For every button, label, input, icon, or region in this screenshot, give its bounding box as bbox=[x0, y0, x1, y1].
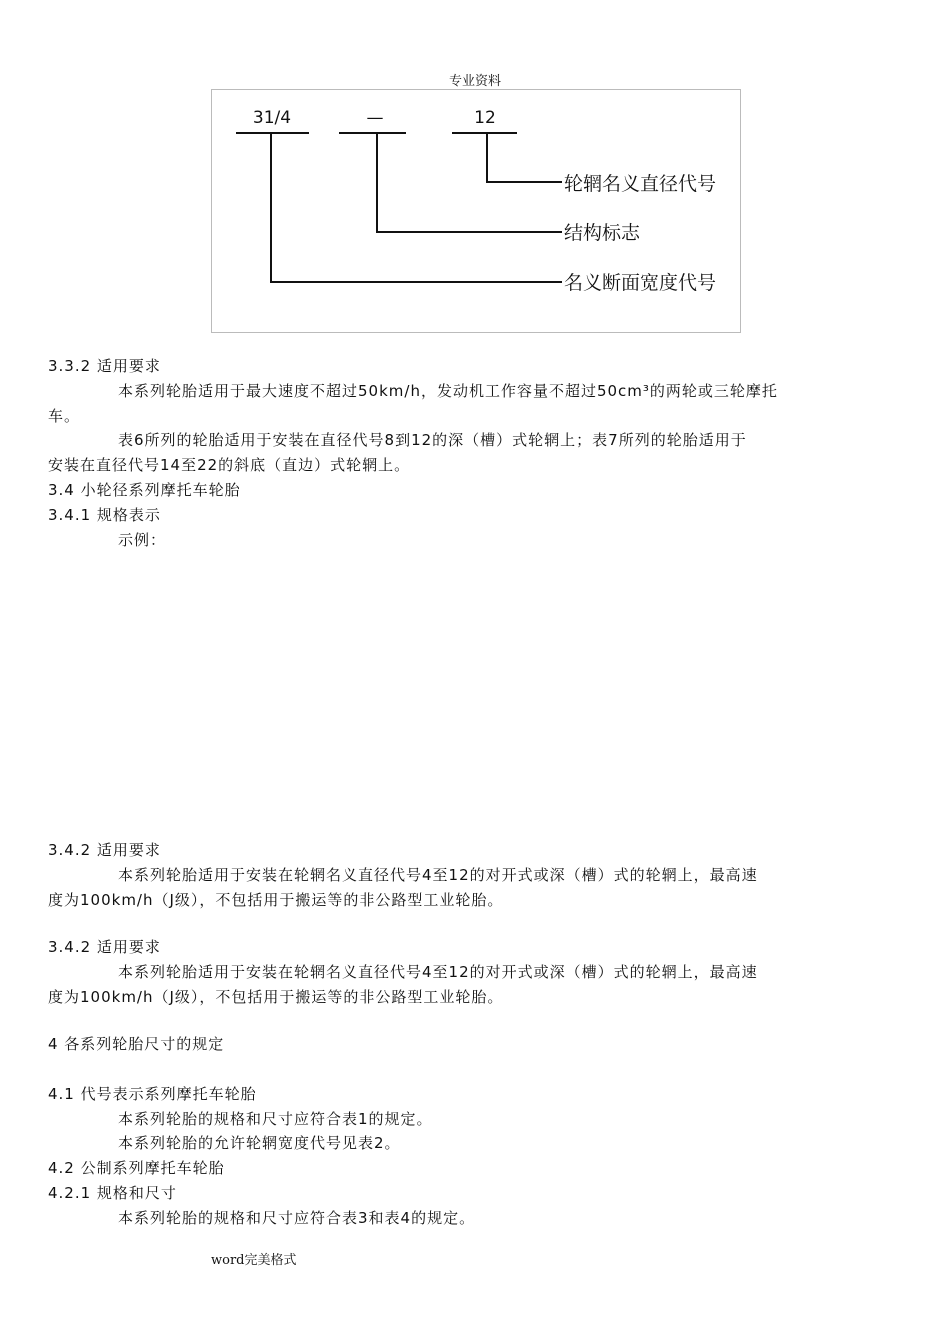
heading-3-4-1: 3.4.1 规格表示 bbox=[48, 506, 161, 524]
heading-4-2-1: 4.2.1 规格和尺寸 bbox=[48, 1184, 177, 1202]
heading-3-4-2: 3.4.2 适用要求 bbox=[48, 841, 161, 859]
page-header: 专业资料 bbox=[448, 74, 501, 89]
label-structure: 结构标志 bbox=[564, 222, 641, 244]
heading-4: 4 各系列轮胎尺寸的规定 bbox=[48, 1035, 225, 1053]
diagram-svg bbox=[212, 90, 740, 332]
paragraph-line: 本系列轮胎的规格和尺寸应符合表3和表4的规定。 bbox=[118, 1209, 476, 1227]
heading-4-1: 4.1 代号表示系列摩托车轮胎 bbox=[48, 1085, 257, 1103]
paragraph-line: 度为100km/h（J级），不包括用于搬运等的非公路型工业轮胎。 bbox=[48, 988, 504, 1006]
code-width-text: 31/4 bbox=[252, 108, 292, 128]
paragraph-line: 表6所列的轮胎适用于安装在直径代号8到12的深（槽）式轮辋上；表7所列的轮胎适用于 bbox=[118, 431, 747, 449]
paragraph-line: 本系列轮胎适用于安装在轮辋名义直径代号4至12的对开式或深（槽）式的轮辋上，最高速 bbox=[118, 866, 758, 884]
label-rim-diameter: 轮辋名义直径代号 bbox=[564, 173, 717, 195]
page-footer: word完美格式 bbox=[211, 1253, 297, 1268]
label-section-width: 名义断面宽度代号 bbox=[564, 272, 717, 294]
heading-4-2: 4.2 公制系列摩托车轮胎 bbox=[48, 1159, 225, 1177]
paragraph-line: 本系列轮胎适用于安装在轮辋名义直径代号4至12的对开式或深（槽）式的轮辋上，最高速 bbox=[118, 963, 758, 981]
heading-3-3-2: 3.3.2 适用要求 bbox=[48, 357, 161, 375]
paragraph-line: 度为100km/h（J级），不包括用于搬运等的非公路型工业轮胎。 bbox=[48, 891, 504, 909]
paragraph-line: 车。 bbox=[48, 407, 81, 425]
paragraph-line: 本系列轮胎的规格和尺寸应符合表1的规定。 bbox=[118, 1110, 433, 1128]
paragraph-line: 本系列轮胎的允许轮辋宽度代号见表2。 bbox=[118, 1134, 401, 1152]
tire-code-diagram bbox=[211, 89, 741, 333]
code-rim-text: 12 bbox=[474, 108, 496, 128]
code-structure-text: — bbox=[366, 108, 384, 128]
heading-3-4-2: 3.4.2 适用要求 bbox=[48, 938, 161, 956]
heading-3-4: 3.4 小轮径系列摩托车轮胎 bbox=[48, 481, 241, 499]
paragraph-line: 安装在直径代号14至22的斜底（直边）式轮辋上。 bbox=[48, 456, 411, 474]
example-label: 示例： bbox=[118, 531, 167, 549]
leader-rim bbox=[487, 133, 562, 182]
leader-width bbox=[271, 133, 562, 282]
paragraph-line: 本系列轮胎适用于最大速度不超过50km/h，发动机工作容量不超过50cm³的两轮或三轮摩托 bbox=[118, 382, 778, 400]
